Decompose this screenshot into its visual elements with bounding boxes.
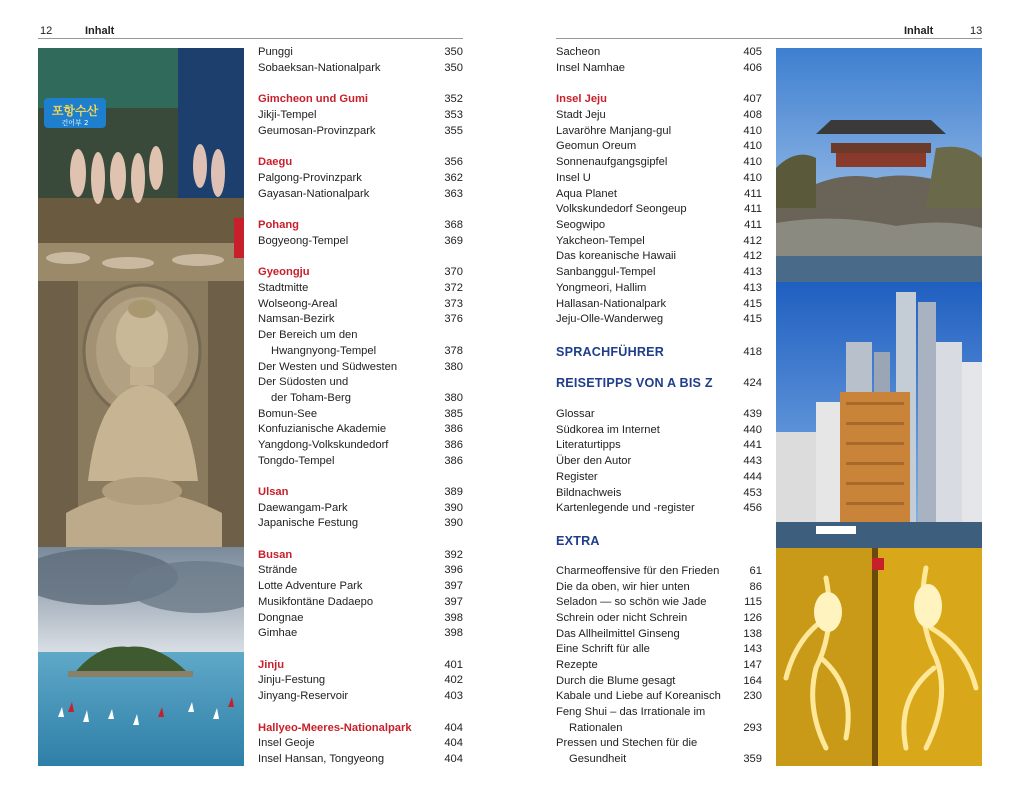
toc-entry-title: Stadt Jeju: [556, 109, 606, 121]
toc-entry: [556, 642, 762, 657]
market-sign-subtext: 건어부 2: [61, 119, 89, 127]
left-page-number: 12: [40, 25, 53, 37]
toc-entry: [556, 454, 762, 469]
toc-entry: [556, 705, 762, 720]
toc-entry-title: Ulsan: [258, 486, 289, 498]
toc-entry-page: 363: [444, 188, 463, 200]
left-header-rule: [38, 38, 463, 39]
toc-entry: [556, 721, 762, 736]
toc-entry-page: 410: [743, 125, 762, 137]
toc-entry: [556, 45, 762, 60]
toc-entry: [258, 312, 463, 327]
toc-entry: [258, 108, 463, 123]
toc-entry-title: Bogyeong-Tempel: [258, 235, 349, 247]
toc-entry-page: 386: [444, 455, 463, 467]
toc-entry-page: 398: [444, 612, 463, 624]
toc-entry-page: 397: [444, 596, 463, 608]
toc-entry-title: EXTRA: [556, 534, 600, 548]
toc-entry: [556, 265, 762, 280]
toc-entry: [556, 61, 762, 76]
fish-market-photo: [38, 48, 244, 281]
market-sign-text: 포항수산: [51, 104, 99, 118]
toc-entry-title: Musikfontäne Dadaepo: [258, 596, 374, 608]
toc-entry: [556, 438, 762, 453]
skyscrapers-photo: [776, 282, 982, 548]
toc-entry: [556, 611, 762, 626]
toc-entry-title: SPRACHFÜHRER: [556, 345, 665, 359]
toc-entry-page: 380: [444, 392, 463, 404]
toc-entry-title: Bildnachweis: [556, 487, 622, 499]
toc-entry-title: Dongnae: [258, 612, 304, 624]
toc-entry: [556, 92, 762, 107]
toc-entry: [556, 139, 762, 154]
toc-entry-title: Busan: [258, 549, 293, 561]
toc-entry: [258, 626, 463, 641]
buddha-statue-photo: [38, 281, 244, 547]
toc-entry: [258, 438, 463, 453]
toc-entry-title: Insel Namhae: [556, 62, 626, 74]
toc-entry-title: Literaturtipps: [556, 439, 621, 451]
toc-entry-page: 401: [444, 659, 463, 671]
toc-entry-page: 397: [444, 580, 463, 592]
toc-entry: [258, 124, 463, 139]
toc-entry-title: Hallyeo-Meeres-Nationalpark: [258, 722, 412, 734]
toc-entry-page: 392: [444, 549, 463, 561]
toc-entry-title: Gimcheon und Gumi: [258, 93, 369, 105]
toc-entry-title: Jikji-Tempel: [258, 109, 317, 121]
toc-entry-page: 443: [743, 455, 762, 467]
toc-entry: [258, 454, 463, 469]
toc-entry-page: 230: [743, 690, 762, 702]
toc-entry-page: 86: [749, 581, 762, 593]
right-running-head: Inhalt: [904, 25, 934, 37]
toc-entry-title: Insel Geoje: [258, 737, 315, 749]
toc-entry-title: Insel U: [556, 172, 591, 184]
toc-entry-page: 410: [743, 172, 762, 184]
toc-entry: [556, 470, 762, 485]
toc-entry-page: 412: [743, 235, 762, 247]
toc-entry-title: Jinju: [258, 659, 285, 671]
toc-entry-title: Über den Autor: [556, 455, 632, 467]
toc-entry-title: Seladon — so schön wie Jade: [556, 596, 707, 608]
toc-entry-title: Konfuzianische Akademie: [258, 423, 387, 435]
toc-entry-title: Aqua Planet: [556, 188, 617, 200]
toc-entry-title: Das Allheilmittel Ginseng: [556, 628, 680, 640]
toc-entry: [258, 407, 463, 422]
toc-entry-page: 359: [743, 753, 762, 765]
toc-entry-page: 410: [743, 156, 762, 168]
toc-entry-title: Der Westen und Südwesten: [258, 361, 398, 373]
toc-entry-title: Sacheon: [556, 46, 601, 58]
toc-entry-page: 424: [743, 377, 762, 389]
toc-entry: [258, 752, 463, 767]
toc-entry: [258, 501, 463, 516]
toc-entry-page: 386: [444, 439, 463, 451]
toc-entry: [258, 516, 463, 531]
toc-entry-title: Der Südosten und: [258, 376, 349, 388]
toc-entry-title: Durch die Blume gesagt: [556, 675, 676, 687]
toc-entry-page: 402: [444, 674, 463, 686]
toc-entry: [258, 689, 463, 704]
toc-entry: [258, 611, 463, 626]
toc-entry: [258, 391, 463, 406]
toc-entry-title: Kartenlegende und -register: [556, 502, 695, 514]
toc-entry-page: 147: [743, 659, 762, 671]
toc-entry-page: 439: [743, 408, 762, 420]
toc-entry-title: Sanbanggul-Tempel: [556, 266, 656, 278]
toc-entry: [556, 486, 762, 501]
toc-entry-title: Glossar: [556, 408, 595, 420]
right-header-rule: [556, 38, 982, 39]
toc-entry: [258, 360, 463, 375]
toc-entry-title: Japanische Festung: [258, 517, 359, 529]
toc-entry: [556, 187, 762, 202]
toc-entry-page: 407: [743, 93, 762, 105]
toc-entry-page: 415: [743, 313, 762, 325]
toc-entry-page: 404: [444, 722, 463, 734]
toc-entry: [258, 736, 463, 751]
toc-entry-title: Wolseong-Areal: [258, 298, 338, 310]
toc-entry: [556, 752, 762, 767]
toc-entry-page: 350: [444, 46, 463, 58]
toc-entry-title: Jinju-Festung: [258, 674, 326, 686]
toc-entry-page: 410: [743, 140, 762, 152]
toc-entry: [556, 249, 762, 264]
toc-entry: [556, 171, 762, 186]
toc-entry-page: 404: [444, 753, 463, 765]
toc-entry-page: 143: [743, 643, 762, 655]
toc-entry-page: 372: [444, 282, 463, 294]
toc-entry-title: Yongmeori, Hallim: [556, 282, 647, 294]
toc-entry: [556, 580, 762, 595]
toc-entry-page: 408: [743, 109, 762, 121]
toc-entry-page: 403: [444, 690, 463, 702]
toc-entry-title: Südkorea im Internet: [556, 424, 660, 436]
toc-entry-title: Rezepte: [556, 659, 598, 671]
toc-entry-page: 370: [444, 266, 463, 278]
toc-entry-page: 61: [749, 565, 762, 577]
toc-entry: [556, 155, 762, 170]
toc-entry-title: Lavaröhre Manjang-gul: [556, 125, 672, 137]
toc-entry-title: Register: [556, 471, 598, 483]
toc-entry: [556, 534, 762, 549]
toc-entry: [258, 344, 463, 359]
toc-entry-page: 138: [743, 628, 762, 640]
toc-entry: [258, 563, 463, 578]
toc-entry-page: 164: [743, 675, 762, 687]
coast-island-photo: [38, 547, 244, 766]
toc-entry-title: Volkskundedorf Seongeup: [556, 203, 687, 215]
toc-entry-title: Daewangam-Park: [258, 502, 348, 514]
toc-entry: [258, 234, 463, 249]
toc-entry: [556, 658, 762, 673]
toc-entry: [556, 202, 762, 217]
toc-entry-title: Insel Jeju: [556, 93, 607, 105]
toc-entry-page: 355: [444, 125, 463, 137]
toc-entry-page: 404: [444, 737, 463, 749]
toc-entry: [556, 627, 762, 642]
toc-entry: [556, 423, 762, 438]
toc-entry-page: 413: [743, 282, 762, 294]
toc-entry-title: Jinyang-Reservoir: [258, 690, 349, 702]
toc-entry-title: REISETIPPS VON A BIS Z: [556, 376, 713, 390]
toc-entry-title: Tongdo-Tempel: [258, 455, 335, 467]
toc-entry-title: Lotte Adventure Park: [258, 580, 363, 592]
toc-entry: [556, 501, 762, 516]
toc-entry: [556, 345, 762, 360]
toc-entry: [258, 92, 463, 107]
toc-entry-title: Strände: [258, 564, 298, 576]
toc-entry-page: 411: [744, 219, 762, 231]
toc-entry-title: Hwangnyong-Tempel: [271, 345, 377, 357]
toc-entry-title: Seogwipo: [556, 219, 606, 231]
toc-entry-title: Gayasan-Nationalpark: [258, 188, 370, 200]
toc-entry: [258, 485, 463, 500]
toc-entry-title: Sonnenaufgangsgipfel: [556, 156, 668, 168]
toc-entry-page: 390: [444, 517, 463, 529]
toc-entry-page: 376: [444, 313, 463, 325]
toc-entry-page: 369: [444, 235, 463, 247]
toc-entry: [258, 658, 463, 673]
toc-entry-page: 385: [444, 408, 463, 420]
toc-entry: [258, 673, 463, 688]
toc-entry: [258, 548, 463, 563]
toc-entry-title: Geomun Oreum: [556, 140, 637, 152]
toc-entry: [556, 595, 762, 610]
toc-entry-title: Namsan-Bezirk: [258, 313, 335, 325]
toc-entry-page: 353: [444, 109, 463, 121]
toc-entry: [258, 45, 463, 60]
toc-entry-page: 412: [743, 250, 762, 262]
toc-entry: [258, 721, 463, 736]
toc-entry: [258, 595, 463, 610]
ginseng-jars-photo: [776, 548, 982, 766]
toc-entry: [556, 736, 762, 751]
toc-entry: [556, 674, 762, 689]
toc-entry-title: Hallasan-Nationalpark: [556, 298, 667, 310]
toc-entry: [258, 171, 463, 186]
toc-entry-title: Daegu: [258, 156, 293, 168]
toc-entry-page: 456: [743, 502, 762, 514]
toc-entry: [556, 407, 762, 422]
toc-entry: [556, 281, 762, 296]
toc-entry-title: Schrein oder nicht Schrein: [556, 612, 688, 624]
toc-entry-page: 418: [743, 346, 762, 358]
toc-entry-page: 368: [444, 219, 463, 231]
toc-entry-page: 444: [743, 471, 762, 483]
toc-entry-page: 415: [743, 298, 762, 310]
toc-entry-page: 389: [444, 486, 463, 498]
toc-entry-title: Insel Hansan, Tongyeong: [258, 753, 385, 765]
toc-entry: [556, 108, 762, 123]
toc-entry-title: Kabale und Liebe auf Koreanisch: [556, 690, 721, 702]
toc-entry-title: Bomun-See: [258, 408, 318, 420]
toc-entry-page: 293: [743, 722, 762, 734]
toc-entry: [258, 218, 463, 233]
toc-entry-page: 411: [744, 203, 762, 215]
toc-entry-title: Stadtmitte: [258, 282, 309, 294]
toc-entry: [258, 328, 463, 343]
toc-entry: [258, 375, 463, 390]
toc-entry-page: 350: [444, 62, 463, 74]
toc-entry: [258, 422, 463, 437]
toc-entry-title: Gyeongju: [258, 266, 310, 278]
toc-entry: [258, 281, 463, 296]
toc-entry-page: 411: [744, 188, 762, 200]
toc-entry-page: 356: [444, 156, 463, 168]
toc-entry-page: 352: [444, 93, 463, 105]
toc-entry-title: der Toham-Berg: [271, 392, 352, 404]
toc-entry-page: 373: [444, 298, 463, 310]
toc-entry-page: 398: [444, 627, 463, 639]
toc-entry-title: Gimhae: [258, 627, 298, 639]
toc-entry-page: 396: [444, 564, 463, 576]
toc-entry-title: Rationalen: [569, 722, 623, 734]
toc-entry-title: Punggi: [258, 46, 293, 58]
toc-entry-title: Pressen und Stechen für die: [556, 737, 698, 749]
toc-entry: [258, 297, 463, 312]
toc-entry-page: 115: [744, 596, 762, 608]
toc-entry-page: 406: [743, 62, 762, 74]
toc-entry-page: 405: [743, 46, 762, 58]
toc-entry-title: Das koreanische Hawaii: [556, 250, 677, 262]
toc-entry-title: Yakcheon-Tempel: [556, 235, 645, 247]
toc-entry-page: 362: [444, 172, 463, 184]
toc-entry: [258, 61, 463, 76]
toc-entry-title: Der Bereich um den: [258, 329, 358, 341]
toc-entry: [556, 124, 762, 139]
toc-entry: [556, 234, 762, 249]
left-running-head: Inhalt: [85, 25, 115, 37]
toc-entry-page: 126: [743, 612, 762, 624]
toc-entry-title: Charmeoffensive für den Frieden: [556, 565, 720, 577]
toc-entry: [556, 689, 762, 704]
toc-entry-title: Pohang: [258, 219, 300, 231]
toc-entry-title: Sobaeksan-Nationalpark: [258, 62, 381, 74]
toc-entry-title: Yangdong-Volkskundedorf: [258, 439, 389, 451]
toc-entry-page: 380: [444, 361, 463, 373]
toc-entry-title: Jeju-Olle-Wanderweg: [556, 313, 664, 325]
right-page-number: 13: [970, 25, 983, 37]
toc-entry-page: 453: [743, 487, 762, 499]
toc-entry: [556, 564, 762, 579]
pavilion-rocks-photo: [776, 48, 982, 282]
toc-entry-page: 440: [743, 424, 762, 436]
toc-entry-page: 413: [743, 266, 762, 278]
toc-entry: [556, 376, 762, 391]
toc-entry-title: Feng Shui – das Irrationale im: [556, 706, 706, 718]
toc-entry-page: 378: [444, 345, 463, 357]
toc-entry: [258, 187, 463, 202]
toc-entry-page: 390: [444, 502, 463, 514]
toc-entry: [556, 297, 762, 312]
toc-entry-page: 386: [444, 423, 463, 435]
toc-entry: [258, 579, 463, 594]
toc-entry-page: 441: [743, 439, 762, 451]
toc-entry: [258, 155, 463, 170]
toc-entry: [556, 312, 762, 327]
toc-entry-title: Gesundheit: [569, 753, 627, 765]
toc-entry-title: Die da oben, wir hier unten: [556, 581, 690, 593]
toc-entry-title: Eine Schrift für alle: [556, 643, 650, 655]
toc-entry-title: Geumosan-Provinzpark: [258, 125, 376, 137]
toc-entry: [258, 265, 463, 280]
toc-entry: [556, 218, 762, 233]
toc-entry-title: Palgong-Provinzpark: [258, 172, 362, 184]
